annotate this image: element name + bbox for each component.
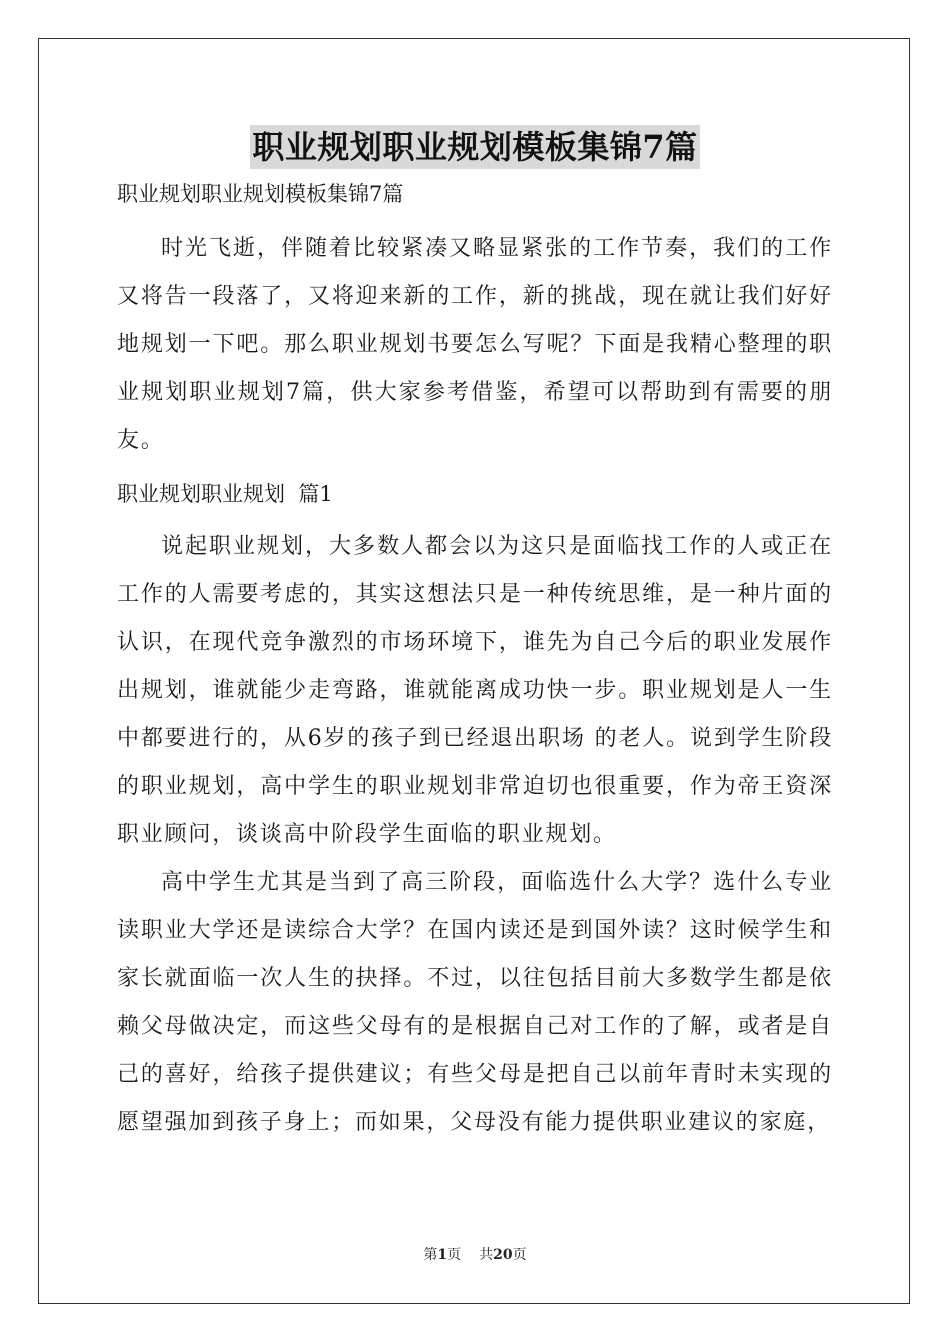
- page-number: 1: [437, 1247, 448, 1263]
- intro-paragraph: 时光飞逝，伴随着比较紧凑又略显紧张的工作节奏，我们的工作又将告一段落了，又将迎来新的工作，新的挑战，现在就让我们好好地规划一下吧。那么职业规划书要怎么写呢？下面是我精心整理的职业规划职业规划7篇，供大家参考借鉴，希望可以帮助到有需要的朋友。: [117, 236, 833, 453]
- total-prefix: 共: [479, 1247, 494, 1263]
- page-prefix: 第: [423, 1247, 438, 1263]
- body-paragraph-2: 高中学生尤其是当到了高三阶段，面临选什么大学？选什么专业读职业大学还是读综合大学？在国内读还是到国外读？这时候学生和家长就面临一次人生的抉择。不过，以往包括目前大多数学生都是依赖父母做决定，而这些父母有的是根据自己对工作的了解，或者是自己的喜好，给孩子提供建议；有些父母是把自己以前年青时未实现的愿望强加到孩子身上；而如果，父母没有能力提供职业建议的家庭，: [117, 870, 833, 1135]
- page-suffix: 页: [447, 1247, 462, 1263]
- document-title: 职业规划职业规划模板集锦7篇: [250, 125, 699, 169]
- document-body: [117, 125, 833, 1147]
- total-suffix: 页: [512, 1247, 527, 1263]
- section-heading: 职业规划职业规划 篇1: [117, 482, 333, 506]
- total-pages: 20: [493, 1247, 513, 1263]
- page-footer: [0, 1245, 950, 1265]
- body-paragraph-1: 说起职业规划，大多数人都会以为这只是面临找工作的人或正在工作的人需要考虑的，其实这想法只是一种传统思维，是一种片面的认识，在现代竞争激烈的市场环境下，谁先为自己今后的职业发展作出规划，谁就能少走弯路，谁就能离成功快一步。职业规划是人一生中都要进行的，从6岁的孩子到已经退出职场 的老人。说到学生阶段的职业规划，高中学生的职业规划非常迫切也很重要，作为帝王资深职业顾问，谈谈高中阶段学生面临的职业规划。: [117, 534, 833, 847]
- document-subtitle: 职业规划职业规划模板集锦7篇: [117, 182, 404, 206]
- title-container: [117, 125, 833, 169]
